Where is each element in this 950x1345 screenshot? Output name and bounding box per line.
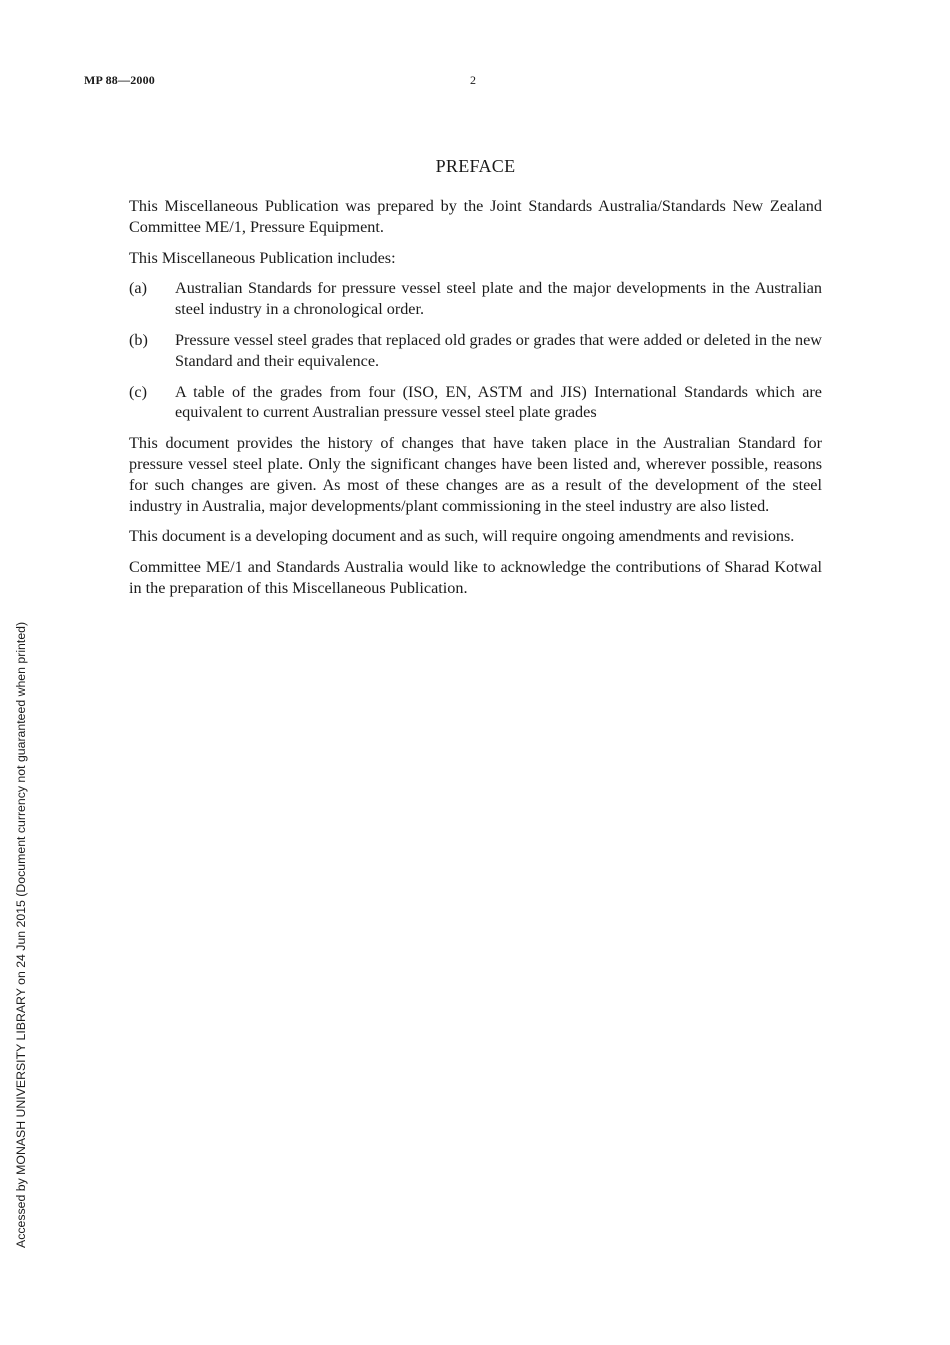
list-item-text: A table of the grades from four (ISO, EN, ASTM and JIS) International Standards which are equivalent to current Australian pressure vessel steel plate grades [175, 382, 822, 422]
developing-paragraph: This document is a developing document and as such, will require ongoing amendments and revisions. [129, 527, 795, 546]
acknowledgement-paragraph: Committee ME/1 and Standards Australia would like to acknowledge the contributions of Sharad Kotwal in the preparation of this Miscellaneous Publication. [129, 558, 822, 597]
list-item-marker: (c) [129, 382, 147, 401]
preface-section [129, 155, 822, 609]
list-item-marker: (b) [129, 330, 148, 349]
list-item-text: Pressure vessel steel grades that replaced old grades or grades that were added or deleted in the new Standard and their equivalence. [175, 330, 822, 370]
list-item [129, 382, 822, 424]
access-notice: Accessed by MONASH UNIVERSITY LIBRARY on 24 Jun 2015 (Document currency not guaranteed when printed) [14, 621, 28, 1248]
list-item-text: Australian Standards for pressure vessel steel plate and the major developments in the Australian steel industry in a chronological order. [175, 279, 822, 319]
includes-lead-paragraph: This Miscellaneous Publication includes: [129, 248, 396, 267]
list-item [129, 278, 822, 320]
includes-list [129, 278, 822, 423]
document-code: MP 88—2000 [84, 73, 155, 87]
page-title: PREFACE [435, 156, 516, 176]
list-item-marker: (a) [129, 279, 147, 298]
list-item [129, 330, 822, 372]
page-number: 2 [470, 73, 476, 87]
intro-paragraph: This Miscellaneous Publication was prepared by the Joint Standards Australia/Standards New Zealand Committee ME/1, Pressure Equipment. [129, 197, 822, 236]
history-paragraph: This document provides the history of changes that have taken place in the Australian Standard for pressure vessel steel plate. Only the significant changes have been listed and, wherever possible, reasons for such changes are given. As most of these changes are as a result of the development of the steel industry in Australia, major developments/plant commissioning in the steel industry are also listed. [129, 434, 822, 515]
